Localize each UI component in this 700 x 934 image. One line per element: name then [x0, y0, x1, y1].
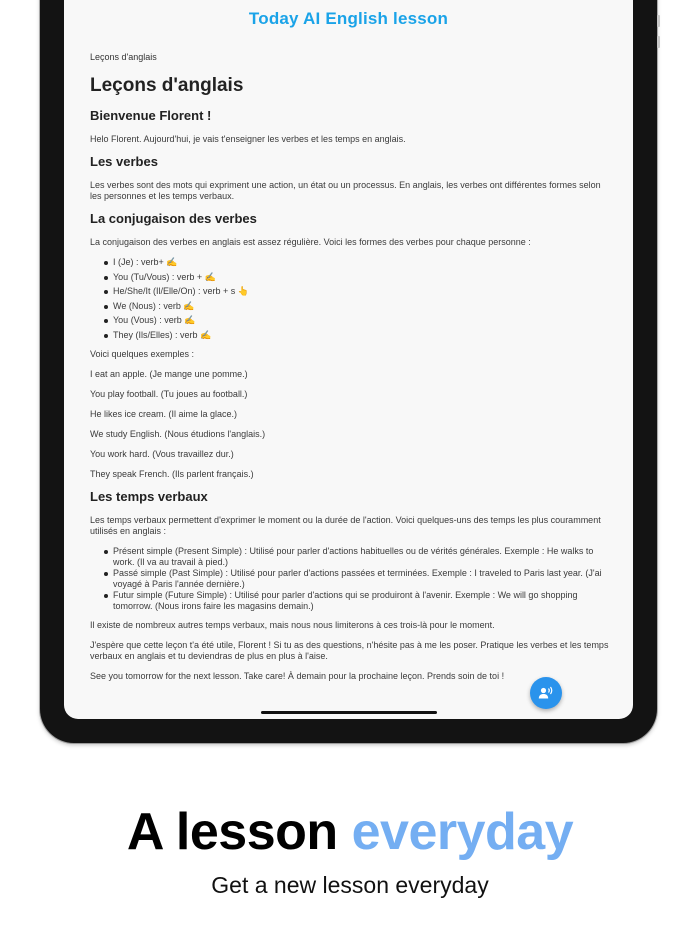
example-line: He likes ice cream. (Il aime la glace.)	[90, 408, 238, 419]
example-line: You play football. (Tu joues au football.)	[90, 388, 248, 399]
tenses-text: Les temps verbaux permettent d'exprimer le moment ou la durée de l'action. Voici quelques-uns des temps les plus couramment utilisés en anglais :	[90, 514, 601, 536]
pointing-up-icon: 👆	[237, 286, 250, 297]
example-line: We study English. (Nous étudions l'anglais.)	[90, 428, 266, 439]
writing-hand-icon: ✍	[184, 315, 196, 326]
example-line: You work hard. (Vous travaillez dur.)	[90, 448, 234, 459]
welcome-heading: Bienvenue Florent !	[90, 108, 212, 123]
marketing-subtitle: Get a new lesson everyday	[211, 872, 489, 898]
list-item: Futur simple (Future Simple) : Utilisé pour parler d'actions qui se produiront à l'avenir. Exemple : We will go shopping tomorrow. (Nous irons faire les magasins demain.)	[104, 590, 611, 612]
writing-hand-icon: ✍	[200, 329, 212, 340]
list-item: Présent simple (Present Simple) : Utilisé pour parler d'actions habituelles ou de vérités générales. Exemple : He walks to work. (Il va au travail à pied.)	[104, 546, 611, 568]
tenses-list	[104, 546, 611, 612]
list-item: You (Tu/Vous) : verb + ✍	[104, 272, 611, 283]
verbs-text: Les verbes sont des mots qui expriment une action, un état ou un processus. En anglais, les verbes ont différentes formes selon les personnes et les temps verbaux.	[90, 180, 601, 201]
voice-readout-button[interactable]	[530, 677, 562, 709]
writing-hand-icon: ✍	[183, 300, 195, 311]
headline-accent: everyday	[351, 803, 574, 861]
goodbye-text: See you tomorrow for the next lesson. Take care! À demain pour la prochaine leçon. Prends soin de toi !	[90, 670, 505, 681]
conjugation-list	[104, 257, 611, 341]
app-title: Today AI English lesson	[248, 9, 449, 28]
conjugation-heading: La conjugaison des verbes	[90, 211, 257, 226]
breadcrumb: Leçons d'anglais	[90, 52, 157, 62]
verbs-heading: Les verbes	[90, 154, 158, 169]
marketing-headline	[0, 802, 700, 862]
home-indicator	[261, 711, 437, 714]
list-item: He/She/It (Il/Elle/On) : verb + s 👆	[104, 286, 611, 297]
side-button	[657, 15, 660, 27]
lesson-title: Leçons d'anglais	[90, 75, 244, 96]
examples-intro: Voici quelques exemples :	[90, 348, 195, 359]
closing-text: J'espère que cette leçon t'a été utile, Florent ! Si tu as des questions, n'hésite pas à me les poser. Pratique les verbes et les temps verbaux en anglais et tu deviendras de plus en plus à l'aise.	[90, 639, 609, 661]
example-line: I eat an apple. (Je mange une pomme.)	[90, 368, 248, 379]
list-item: I (Je) : verb+ ✍	[104, 257, 611, 268]
example-line: They speak French. (Ils parlent français.)	[90, 468, 254, 479]
welcome-text: Helo Florent. Aujourd'hui, je vais t'enseigner les verbes et les temps en anglais.	[90, 134, 406, 144]
conjugation-text: La conjugaison des verbes en anglais est assez régulière. Voici les formes des verbes pour chaque personne :	[90, 237, 531, 247]
headline-plain: A lesson	[126, 803, 352, 861]
other-tenses-text: Il existe de nombreux autres temps verbaux, mais nous nous limiterons à ces trois-là pour le moment.	[90, 619, 495, 630]
list-item: We (Nous) : verb ✍	[104, 301, 611, 312]
writing-hand-icon: ✍	[204, 271, 216, 282]
voice-speaker-icon	[538, 686, 554, 700]
list-item: Passé simple (Past Simple) : Utilisé pour parler d'actions passées et terminées. Exemple : I traveled to Paris last year. (J'ai voyagé à Paris l'année dernière.)	[104, 568, 611, 590]
list-item: They (Ils/Elles) : verb ✍	[104, 330, 611, 341]
tenses-heading: Les temps verbaux	[90, 488, 208, 504]
lesson-content	[90, 52, 611, 691]
app-screen	[64, 0, 633, 719]
writing-hand-icon: ✍	[166, 257, 178, 267]
side-button	[657, 36, 660, 48]
list-item: You (Vous) : verb ✍	[104, 315, 611, 326]
